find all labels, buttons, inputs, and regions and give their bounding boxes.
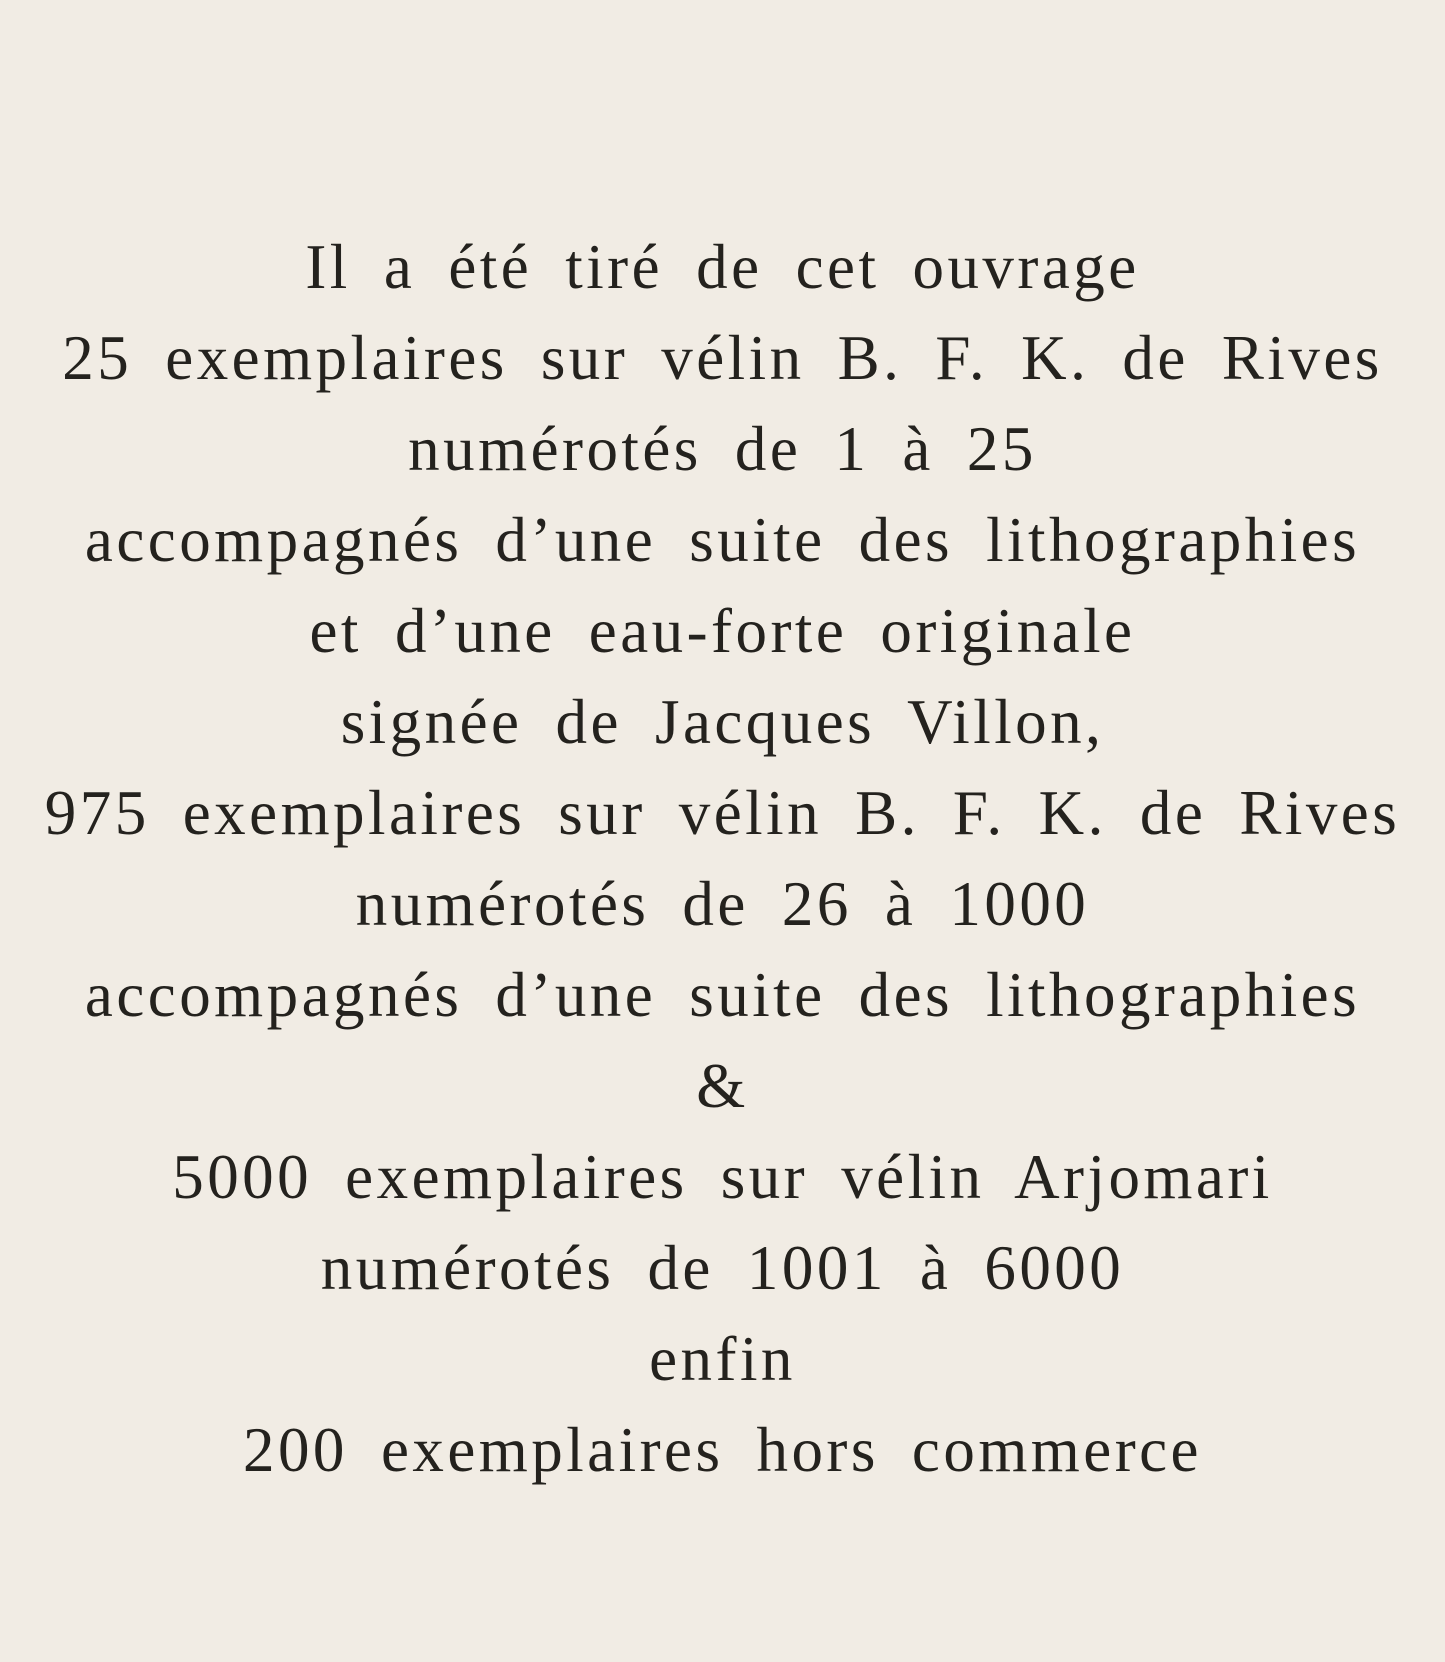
colophon-line-4: accompagnés d’une suite des lithographies — [84, 505, 1361, 575]
colophon-text-block — [0, 222, 1445, 1496]
colophon-line-11: 5000 exemplaires sur vélin Arjomari — [172, 1142, 1273, 1212]
colophon-line-10-ampersand: & — [696, 1051, 749, 1121]
colophon-line-13: enfin — [649, 1324, 796, 1394]
colophon-line-5: et d’une eau-forte originale — [309, 596, 1136, 666]
colophon-line-12: numérotés de 1001 à 6000 — [320, 1233, 1125, 1303]
colophon-line-14: 200 exemplaires hors commerce — [242, 1415, 1202, 1485]
colophon-line-1: Il a été tiré de cet ouvrage — [305, 232, 1140, 302]
colophon-line-8: numérotés de 26 à 1000 — [355, 869, 1090, 939]
colophon-line-7: 975 exemplaires sur vélin B. F. K. de Rives — [44, 778, 1401, 848]
colophon-line-2: 25 exemplaires sur vélin B. F. K. de Rives — [62, 323, 1383, 393]
colophon-line-3: numérotés de 1 à 25 — [408, 414, 1037, 484]
colophon-line-9: accompagnés d’une suite des lithographies — [84, 960, 1361, 1030]
colophon-line-6: signée de Jacques Villon, — [340, 687, 1105, 757]
